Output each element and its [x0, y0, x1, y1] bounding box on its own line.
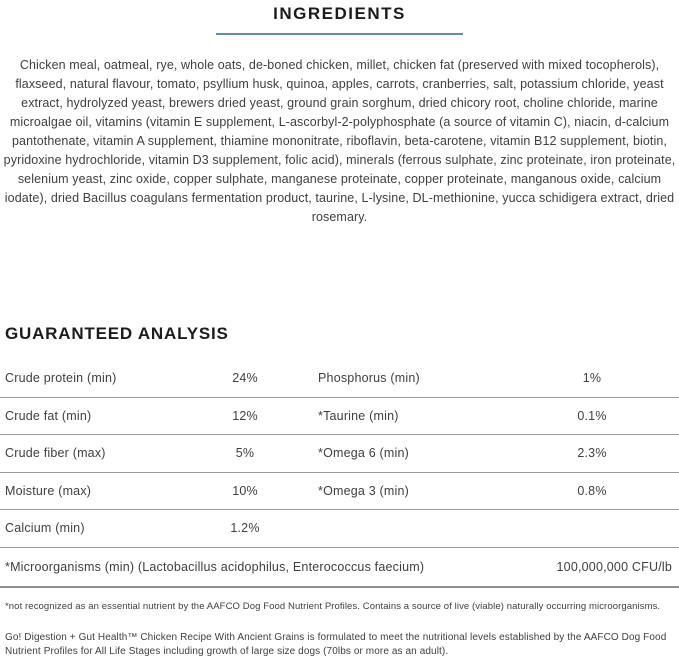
table-row — [0, 435, 679, 473]
table-row — [0, 510, 679, 548]
ingredients-title: INGREDIENTS — [273, 4, 406, 23]
title-underline-divider — [216, 33, 463, 35]
nutrient-label: Crude protein (min) — [5, 371, 117, 386]
microorganisms-row — [0, 548, 679, 588]
nutrient-label: Phosphorus (min) — [318, 371, 420, 386]
nutrient-label: Calcium (min) — [5, 521, 85, 536]
microorganisms-label: *Microorganisms (min) (Lactobacillus acidophilus, Enterococcus faecium) — [5, 559, 425, 574]
guaranteed-analysis-table — [0, 360, 679, 588]
nutrient-value: 0.1% — [577, 408, 607, 423]
nutrient-label: *Omega 6 (min) — [318, 446, 410, 461]
nutrient-value: 1% — [582, 371, 602, 386]
nutrient-value: 1.2% — [230, 521, 260, 536]
formulation-footnote: Go! Digestion + Gut Health™ Chicken Recipe With Ancient Grains is formulated to meet the nutritional levels established by the AAFCO Dog Food Nutrient Profiles for All Life Stages including growth of large size dogs (70lbs or more as an adult). — [5, 631, 667, 657]
nutrient-value: 10% — [232, 483, 258, 498]
table-row — [0, 360, 679, 398]
nutrient-label: *Taurine (min) — [318, 408, 399, 423]
nutrient-value: 0.8% — [577, 483, 607, 498]
table-row — [0, 473, 679, 511]
nutrient-label: Moisture (max) — [5, 483, 92, 498]
aafco-footnote: *not recognized as an essential nutrient by the AAFCO Dog Food Nutrient Profiles. Contains a source of live (viable) naturally occurring microorganisms. — [5, 600, 661, 612]
microorganisms-value: 100,000,000 CFU/lb — [556, 559, 672, 574]
table-row — [0, 398, 679, 436]
nutrient-value: 24% — [232, 371, 258, 386]
nutrient-label: Crude fiber (max) — [5, 446, 106, 461]
guaranteed-analysis-title: GUARANTEED ANALYSIS — [5, 324, 229, 343]
nutrient-value: 12% — [232, 408, 258, 423]
nutrient-value: 5% — [235, 446, 255, 461]
ingredients-paragraph: Chicken meal, oatmeal, rye, whole oats, de-boned chicken, millet, chicken fat (preserved with mixed tocopherols), flaxseed, natural flavour, tomato, psyllium husk, quinoa, apples, carrots, cranberries, salt, potassium chloride, yeast extract, hydrolyzed yeast, brewers dried yeast, ground grain sorghum, dried chicory root, choline chloride, marine microalgae oil, vitamins (vitamin E supplement, L-ascorbyl-2-polyphosphate (a source of vitamin C), niacin, d-calcium pantothenate, vitamin A supplement, thiamine mononitrate, riboflavin, beta-carotene, vitamin B12 supplement, biotin, pyridoxine hydrochloride, vitamin D3 supplement, folic acid), minerals (ferrous sulphate, zinc proteinate, iron proteinate, selenium yeast, zinc oxide, copper sulphate, manganese proteinate, copper proteinate, manganous oxide, calcium iodate), dried Bacillus coagulans fermentation product, taurine, L-lysine, DL-methionine, yucca schidigera extract, dried rosemary. — [3, 58, 676, 224]
nutrient-value: 2.3% — [577, 446, 607, 461]
nutrient-label: Crude fat (min) — [5, 408, 92, 423]
nutrient-label: *Omega 3 (min) — [318, 483, 410, 498]
